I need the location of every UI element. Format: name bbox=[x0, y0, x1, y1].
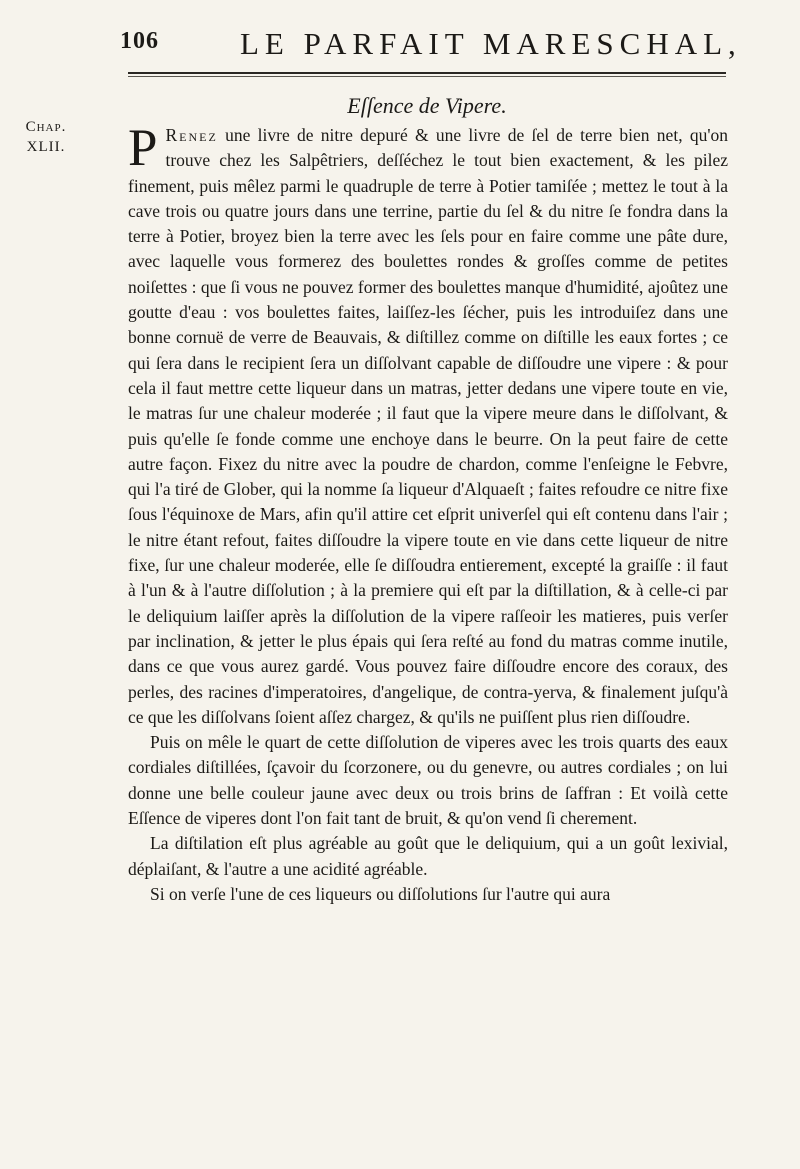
paragraph-4: Si on verſe l'une de ces liqueurs ou diſſolutions ſur l'autre qui aura bbox=[150, 883, 611, 904]
section-title: Eſſence de Vipere. bbox=[347, 93, 507, 118]
margin-chapter-note bbox=[16, 117, 76, 157]
paragraph-1-text: une livre de nitre depuré & une livre de ſel de terre bien net, qu'on trouve chez les Salpêtriers, deſſéchez le tout bien exactement, & les pilez finement, puis mêlez parmi le quadruple de terre à Potier tamiſée ; mettez le tout à la cave trois ou quatre jours dans une terrine, partie du ſel & du nitre ſe fondra dans la terre à Potier, broyez bien la terre avec les ſels pour en faire comme une pâte dure, avec laquelle vous formerez des boulettes rondes & groſſes comme de petites noiſettes : que ſi vous ne pouvez former des boulettes manque d'humidité, ajoûtez une goutte d'eau : vos boulettes faites, laiſſez-les ſécher, puis les introduiſez dans une bonne cornuë de verre de Beauvais, & diſtillez comme on diſtille les eaux fortes ; ce qui ſera dans le recipient ſera un diſſolvant capable de diſſoudre une vipere : & pour cela il faut mettre cette liqueur dans un matras, jetter dedans une vipere toute en vie, le matras ſur une chaleur moderée ; il faut que la vipere meure dans le diſſolvant, & puis qu'elle ſe fonde comme une enchoye dans le beurre. On la peut faire de cette autre façon. Fixez du nitre avec la poudre de chardon, comme l'enſeigne le Febvre, qui l'a tiré de Glober, qui la nomme ſa liqueur d'Alquaeſt ; faites refoudre ce nitre fixe ſous l'équinoxe de Mars, afin qu'il attire cet eſprit univerſel qui eſt contenu dans l'air ; le nitre étant refout, faites diſſoudre la vipere toute en vie dans cette liqueur de nitre fixe, ſur une chaleur moderée, elle ſe diſſoudra entierement, excepté la graiſſe : il faut à l'un & à l'autre diſſolution ; à la premiere qui eſt par la diſtillation, & à celle-ci par le deliquium laiſſer après la diſſolution de la vipere raſſeoir les matieres, puis verſer par inclination, & jetter le plus épais qui ſera reſté au fond du matras comme inutile, dans ce que vous aurez gardé. Vous pouvez faire diſſoudre encore des coraux, des perles, des racines d'imperatoires, d'angelique, de contra-yerva, & finalement juſqu'à ce que les diſſolvans ſoient aſſez chargez, & qu'ils ne puiſſent plus rien diſſoudre. bbox=[128, 125, 728, 727]
paragraph-2: Puis on mêle le quart de cette diſſolution de viperes avec les trois quarts des eaux cordiales diſtillées, ſçavoir du ſcorzonere, ou du genevre, ou autres cordiales ; on lui donne une belle couleur jaune avec deux ou trois brins de ſaffran : Et voilà cette Eſſence de viperes dont l'on fait tant de bruit, & qu'on vend ſi cherement. bbox=[128, 732, 728, 829]
drop-cap: P bbox=[128, 119, 158, 177]
page-number: 106 bbox=[120, 28, 159, 54]
margin-chapter-number: XLII. bbox=[26, 139, 66, 155]
header-rule-thin bbox=[128, 76, 726, 77]
margin-chapter-label: Chap. bbox=[25, 119, 67, 135]
running-head: LE PARFAIT MARESCHAL, bbox=[240, 26, 742, 61]
lead-word: Renez bbox=[165, 125, 218, 145]
paragraph-1 bbox=[128, 119, 728, 730]
paragraph-3: La diſtilation eſt plus agréable au goût que le deliquium, qui a un goût lexivial, déplaiſant, & l'autre a une acidité agréable. bbox=[128, 833, 728, 879]
body-text bbox=[128, 119, 728, 907]
header-rule bbox=[128, 72, 726, 74]
